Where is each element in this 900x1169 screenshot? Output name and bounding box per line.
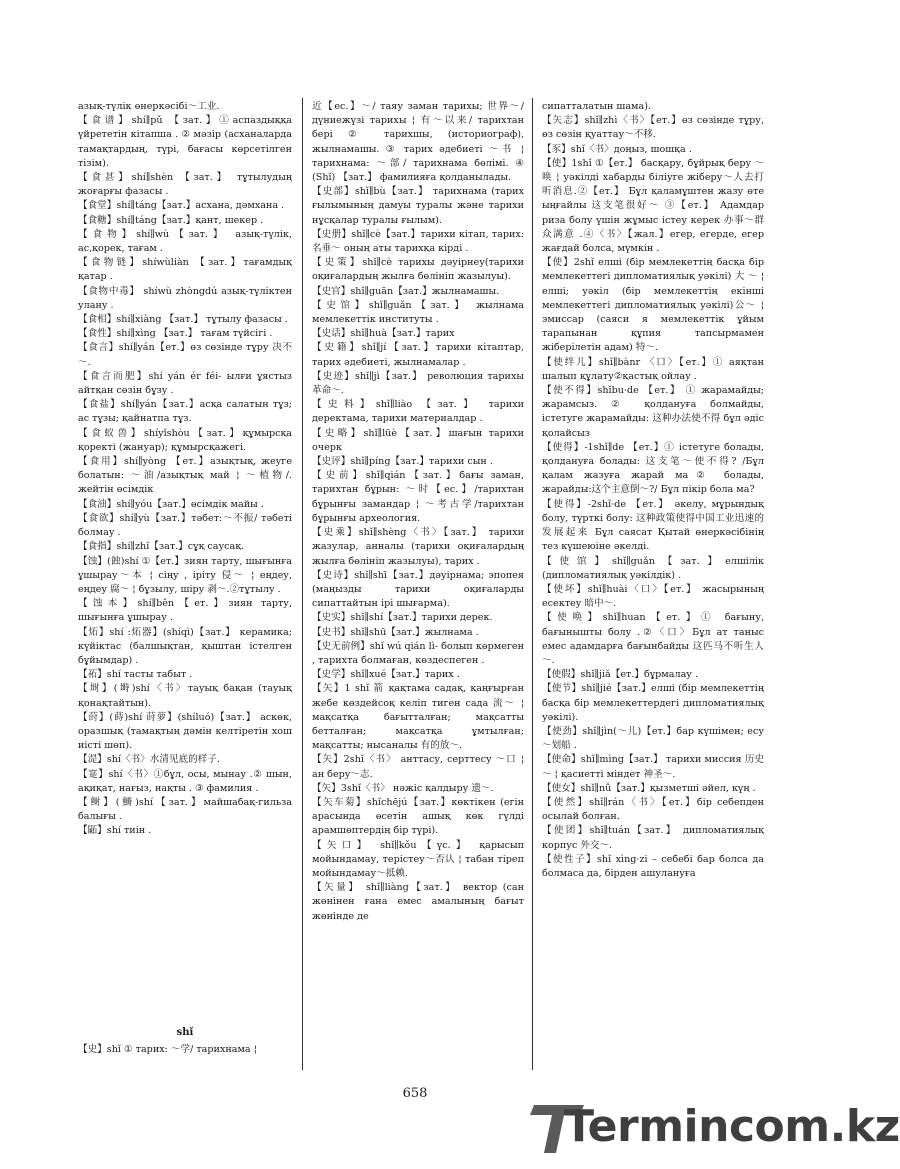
dictionary-entry-tail: 【史】shǐ ① тарих: ～学/ тарихнама ¦ — [78, 1044, 257, 1055]
dictionary-column-2: 近【ес.】～/ таяу заман тарихы; 世界～/ дүниежүзі тарихы ¦ 有～以来/ тарихтан бері ② тарихшы, (историограф), жылнамашы. ③ тарих әдебиеті ～书 ¦ тарихнама: ～部/ тарихнама бөлімі. ④ (Shǐ) 【зат.】 фамилияға қолданылады. 【史部】shǐ∥bù【зат.】 тарихнама (тарих ғылымының дамуы туралы және тарихи нұсқалар туралы ғылым). 【史册】shǐ∥cè【зат.】тарихи кітап, тарих: 名垂～ оның аты тарихқа кірді . 【史策】shǐ∥cè тарихы дәуірнеу(тарихи оқиғалардың жылға бөлініп жазылуы). 【史官】shǐ∥guān【зат.】жылнамашы. 【史馆】shǐ∥guǎn【зат.】 жылнама мемлекеттік институты . 【史话】shǐ∥huà【зат.】тарих 【史籍】shǐ∥jí【зат.】тарихи кітаптар, тарих әдебиеті, жылнамалар . 【史迹】shǐ∥jì【зат.】 революция тарихы 革命～. 【史料】shǐ∥liào 【зат.】 тарихи деректама, тарихи материалдар . 【史略】shǐ∥lüè【зат.】шағын тарихи очерк 【史评】shǐ∥píng【зат.】тарихи сын . 【史前】shǐ∥qián【зат.】бағы заман, тарихтан бұрын: ～时【ес.】/тарихтан бұрынғы замандар ¦ ～考古学/тарихтан бұрынғы археология. 【史乘】shǐ∥shèng〈书〉【зат.】 тарихи жазулар, анналы (тарихи оқиғалардың жылға бөлініп жазылуы), тарих . 【史诗】shǐ∥shī【зат.】дәуірнама; эпопея (маңызды тарихи оқиғаларды сипаттайтын ірі шығарма). 【史实】shǐ∥shí【зат.】тарихи дерек. 【史书】shǐ∥shū【зат.】жылнама . 【史无前例】shǐ wú qián lì- болып көрмеген , тарихта болмаған, көздеспеген . 【史学】shǐ∥xué【зат.】тарих . 【矢】1 shǐ 箭 қақтама садақ, қаңғырған жебе көздейсоқ келіп тиген сада 流～ ¦ мақсатқа бағытталған; мақсатты бетталған; мақсатқа ұмтылған; мақсатты; нысаналы 有的放～. 【矢】2shǐ〈书〉 анттасу, серттесу ～口 ¦ ан беру～志. 【矢】3shǐ〈书〉 нәжіс қалдыру 遗～. 【矢车菊】shǐchējú【зат.】көктікен (егін арасында өсетін ашық көк гүлді арамшөптердің бір түрі). 【矢口】 shǐ∥kǒu【үс.】 қарысып мойындамау, терістеу～否认 ¦ табан тіреп мойындамау～抵赖. 【矢量】 shǐ∥liàng【зат.】 вектор (сан жөнінен ғана емес амалының бағыт жөнінде де — [312, 101, 524, 922]
column-divider-left — [302, 98, 303, 1070]
dictionary-column-1: азық-түлік өнеркәсібі～工业. 【食谱】shí∥pǔ 【зат.】①аспаздыққа үйрететін кітапша . ② мәзір (асханаларда тамақтардың, түрі, бағасы көрсетілген тізім). 【食甚】shí∥shèn 【зат.】 тұтылудың жоғарғы фазасы . 【食堂】shí∥táng【зат.】асхана, дәмхана . 【食糖】shí∥táng【зат.】қант, шекер . 【食物】shí∥wù【зат.】 азық-түлік, ас,қорек, тағам . 【食物链】shíwùliàn 【зат.】тағамдық қатар . 【食物中毒】 shíwù zhòngdú азық-түліктен улану . 【食相】shí∥xiàng 【зат.】 тұтылу фазасы . 【食性】shí∥xìng 【зат.】 тағам түйсігі . 【食言】shí∥yán【ет.】өз сөзінде тұру 决不～. 【食言而肥】shí yán ér féi- ылғи ұястыз айтқан сөзін бұзу . 【食盐】shí∥yán【зат.】асқа салатын тұз; ас тұзы; қайнатпа тұз. 【食蚁兽】shíyǐshòu【зат.】құмырсқа қоректі (жануар); құмырсқажегі. 【食用】shí∥yòng 【ет.】азықтық, жеуге болатын: ～油/азықтық май ¦ ～植物/. жейтін өсімдік 【食油】shí∥yóu【зат.】өсімдік майы . 【食欲】shí∥yù【зат.】тәбет:～不振/ тәбеті болмау . 【食指】shí∥zhǐ【зат.】сұқ саусақ. 【蚀】(蝕)shí ①【ет.】зиян тарту, шығынға ұшырау～本 ¦ сіңу , іріту 侵～ ¦ еңдеу, еңдеу 腐～ ¦ бұзылу, шіру 剥～.②тұтылу . 【蚀本】shí∥běn【ет.】зиян тарту, шығынға ұшырау . 【炻】shí :炻器】(shíqì)【зат.】 керамика; күйіктас (балшықтан, қыштан істелген бұйымдар) . 【祏】shí тасты табыт . 【埘】(塒)shí〈书〉тауық бақан (тауық қонақтайтын). 【莳】(蒔)shí 莳萝】(shíluó)【зат.】 аскөк, оразшық (тамақтың дәмін келтіретін хош иісті шөп). 【湜】shí〈书〉水清见底的样子. 【寔】shí〈书〉①бұл, осы, мынау .② шын, ақиқат, нағыз, нақты . ③ фамилия . 【鲥】(鰣)shí【зат.】майшабақ-гильза балығы . 【鼫】shí тиін . — [78, 101, 292, 837]
watermark-text: Termincom.kz — [564, 1101, 900, 1152]
dictionary-column-3: сипатталатын шама). 【矢志】shǐ∥zhì〈书〉【ет.】өз сөзінде тұру, өз сөзін қуаттау～不移. 【豕】shǐ〈书〉доңыз, шошқа . 【使】1shǐ ①【ет.】 басқару, бұйрық беру ～唤 ¦ уәкілді хабарды біліуге жіберу～人去打听消息.②【ет.】 Бұл қаламұштен жазу өте ыңғайлы 这支笔很好～ ③【ет.】 Адамдар риза болу үшін жұмыс істеу керек 办事～群众满意 .④〈书〉【жал.】егер, егерде, егер жағдай болса, мүмкін . 【使】2shǐ елші (бір мемлекеттің басқа бір мемлекеттегі дипломатиялық уәкілі) 大 ～ ¦ елші; уәкіл (бір мемлекеттің екінші мемлекеттегі дипломатиялық уәкілі)公～ ¦ эмиссар (саяси я мемлекеттік ұйым тарапынан құпия тапсырмамен жіберілетін адам) 特～. 【使绊儿】shǐ∥bànr 〈口〉【ет.】① аяқтан шалып құлату②қастық ойлау . 【使不得】shǐbu·de 【ет.】 ① жарамайды; жарамсыз. ② қолдануға болмайды, істетуге жарамайды: 这种办法使不得 бұл әдіс қолайсыз 【使得】-1shǐ∥de 【ет.】① істетуге болады, қолдануға болады: 这支笔～使不得? /Бұл қалам жазуға жарай ма② болады, жарайды:这个主意倒～?/ Бұл пікір бола ма? 【使得】-2shǐ·de 【ет.】 әкелу, мұрындық болу, түрткі болу: 这种政策使得中国工业迅速的发展起来 Бұл саясат Қытай өнеркәсібінің тез күшеюіне әкелді. 【使馆】shǐ∥guǎn【зат.】елшілік (дипломатиялық уәкілдік) . 【使坏】shǐ∥huài〈口〉【ет.】 жасырының есектеу 暗中～. 【使唤】shǐ∥huan【ет.】① бағыну, бағынышты болу .②〈口〉Бұл ат таныс емес адамдарға бағынбайды 这匹马不听生人～. 【使假】shǐ∥jiǎ【ет.】бұрмалау . 【使节】shǐ∥jié【зат.】елші (бір мемлекеттің басқа бір мемлекеттердегі дипломатиялық уәкілі). 【使劲】shǐ∥jìn(～儿)【ет.】бар күшімен; есу～划船 . 【使命】shǐ∥mìng【зат.】 тарихи миссия 历史～ ¦ қасиетті міндет 神圣～. 【使女】shǐ∥nǚ【зат.】қызметші әйел, күң . 【使然】shǐ∥rán〈书〉【ет.】бір себепден осылай болған. 【使团】shǐ∥tuán【зат.】 дипломатиялық корпус 外交～. 【使性子】shǐ xìng·zi – себебі бар болса да болмаса да, бірден ашулануға — [542, 101, 764, 879]
page-number: 658 — [402, 1086, 428, 1101]
section-heading: shǐ — [176, 1027, 194, 1038]
column-divider-right — [532, 98, 533, 1070]
watermark-logo — [528, 1097, 900, 1159]
